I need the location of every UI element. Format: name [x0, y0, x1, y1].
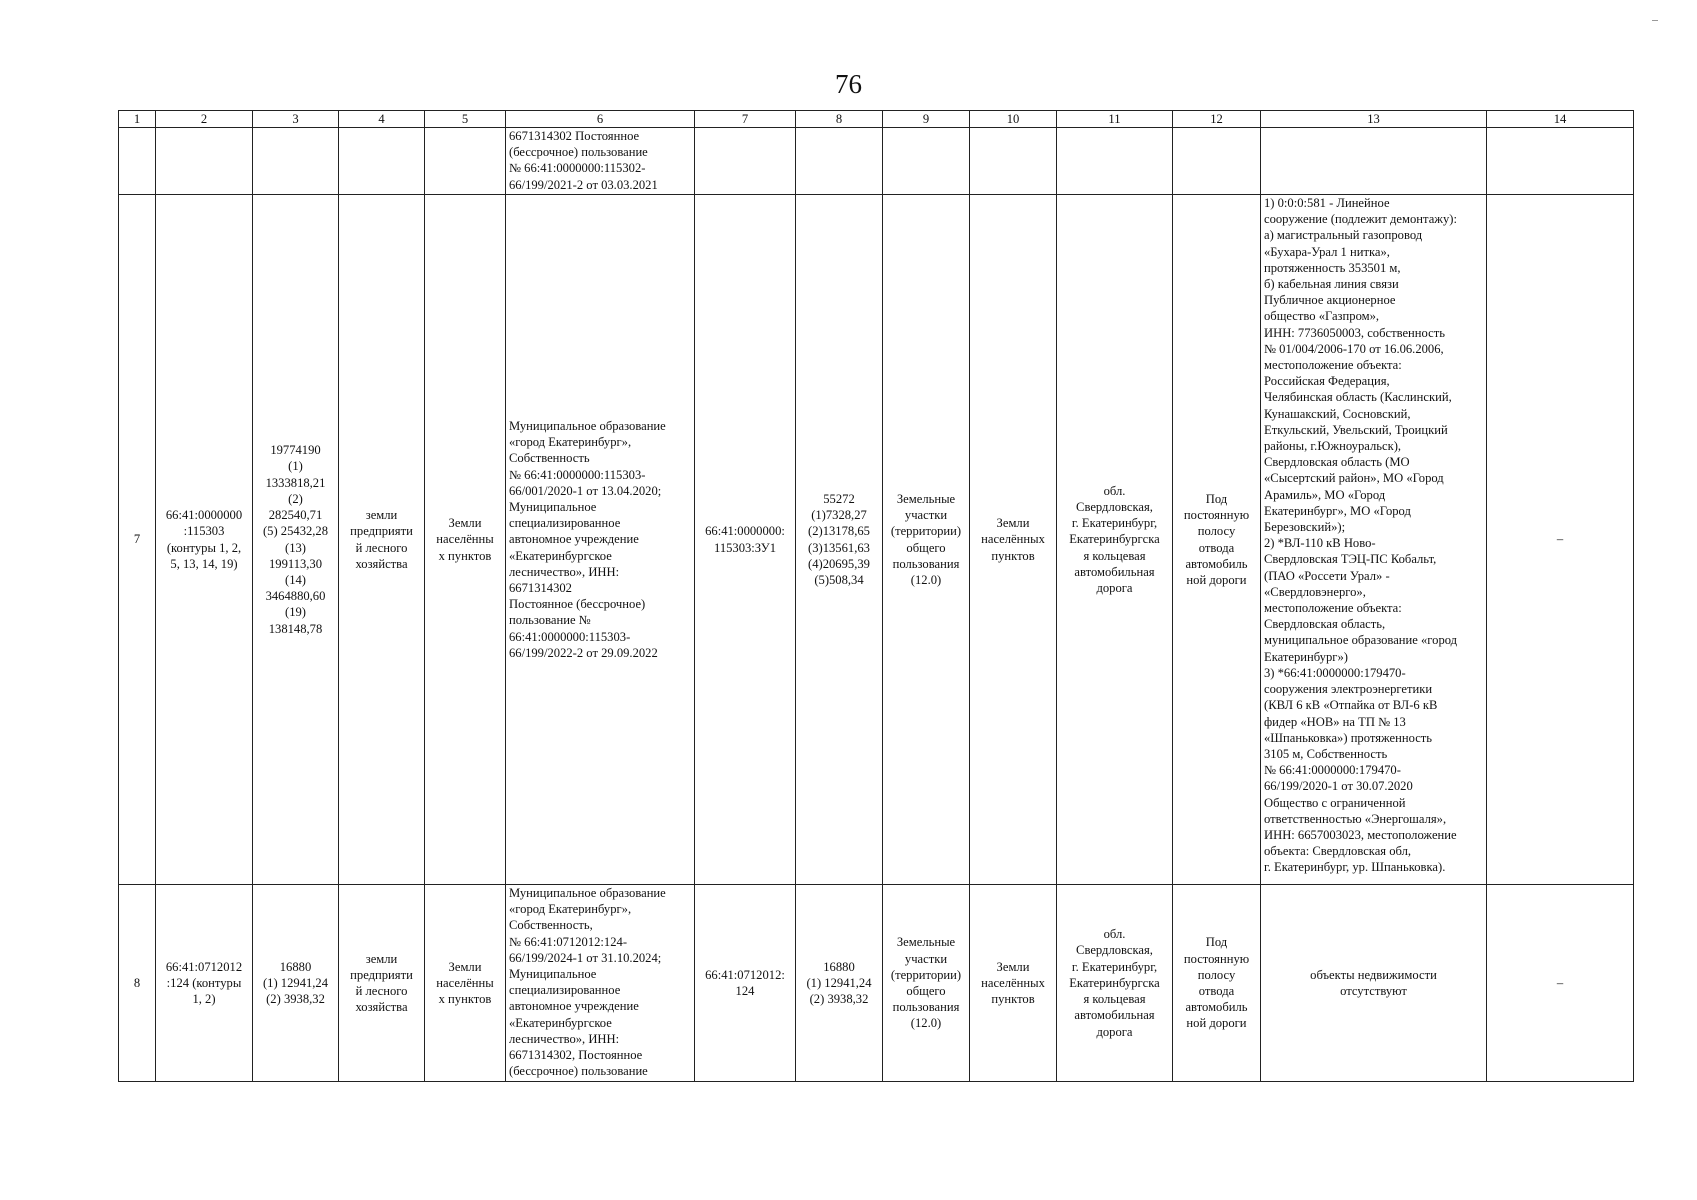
cell-permitted-use: Земельные участки (территории) общего пользования (12.0)	[883, 195, 970, 885]
column-number: 2	[156, 111, 253, 128]
cell-notes: –	[1487, 885, 1634, 1082]
cell-location: обл. Свердловская, г. Екатеринбург, Екатеринбургска я кольцевая автомобильная дорога	[1057, 885, 1173, 1082]
cell-purpose: Под постоянную полосу отвода автомобиль ной дороги	[1173, 885, 1261, 1082]
column-number: 4	[339, 111, 425, 128]
cell-land-category: земли предприяти й лесного хозяйства	[339, 195, 425, 885]
cell-empty	[119, 128, 156, 195]
cell-row-number: 7	[119, 195, 156, 885]
cell-real-estate-objects: 1) 0:0:0:581 - Линейное сооружение (подлежит демонтажу): а) магистральный газопровод «Бухара-Урал 1 нитка», протяженность 353501 м, б) кабельная линия связи Публичное акционерное общество «Газпром», ИНН: 7736050003, собственность № 01/004/2006-170 от 16.06.2006, местоположение объекта: Российская Федерация, Челябинская область (Каслинский, Кунашакский, Сосновский, Еткульский, Увельский, Троицкий районы, г.Южноуральск), Свердловская область (МО «Сысертский район», МО «Город Арамиль», МО «Город Екатеринбург», МО «Город Березовский»); 2) *ВЛ-110 кВ Ново- Свердловская ТЭЦ-ПС Кобальт, (ПАО «Россети Урал» - «Свердловэнерго», местоположение объекта: Свердловская область, муниципальное образование «город Екатеринбург») 3) *66:41:0000000:179470- сооружения электроэнергетики (КВЛ 6 кВ «Отпайка от ВЛ-6 кВ фидер «НОВ» на ТП № 13 «Шпаньковка») протяженность 3105 м, Собственность № 66:41:0000000:179470- 66/199/2020-1 от 30.07.2020 Общество с ограниченной ответственностью «Энергошаля», ИНН: 6657003023, местоположение объекта: Свердловская обл, г. Екатеринбург, ур. Шпаньковка).	[1261, 195, 1487, 885]
cell-cadastral-number: 66:41:0000000 :115303 (контуры 1, 2, 5, 13, 14, 19)	[156, 195, 253, 885]
column-number: 9	[883, 111, 970, 128]
cell-empty	[1261, 128, 1487, 195]
land-plots-table	[118, 110, 1634, 1082]
column-number: 5	[425, 111, 506, 128]
cell-empty	[1057, 128, 1173, 195]
cell-land-category: земли предприяти й лесного хозяйства	[339, 885, 425, 1082]
cell-location: обл. Свердловская, г. Екатеринбург, Екатеринбургска я кольцевая автомобильная дорога	[1057, 195, 1173, 885]
scan-mark	[1652, 20, 1658, 21]
cell-empty	[1173, 128, 1261, 195]
column-number: 10	[970, 111, 1057, 128]
cell-category: Земли населённых пунктов	[970, 195, 1057, 885]
cell-purpose: Под постоянную полосу отвода автомобиль ной дороги	[1173, 195, 1261, 885]
cell-cadastral-number: 66:41:0712012 :124 (контуры 1, 2)	[156, 885, 253, 1082]
cell-area: 19774190 (1) 1333818,21 (2) 282540,71 (5) 25432,28 (13) 199113,30 (14) 3464880,60 (19) 138148,78	[253, 195, 339, 885]
cell-new-land-category: Земли населённы х пунктов	[425, 885, 506, 1082]
column-number: 11	[1057, 111, 1173, 128]
cell-area: 16880 (1) 12941,24 (2) 3938,32	[253, 885, 339, 1082]
cell-empty	[796, 128, 883, 195]
cell-rights-holders: Муниципальное образование «город Екатеринбург», Собственность, № 66:41:0712012:124- 66/199/2024-1 от 31.10.2024; Муниципальное специализированное автономное учреждение «Екатеринбургское лесничество», ИНН: 6671314302, Постоянное (бессрочное) пользование	[506, 885, 695, 1082]
cell-empty	[695, 128, 796, 195]
cell-row-number: 8	[119, 885, 156, 1082]
column-number: 14	[1487, 111, 1634, 128]
column-number: 7	[695, 111, 796, 128]
cell-new-land-category: Земли населённы х пунктов	[425, 195, 506, 885]
table-row	[119, 195, 1634, 885]
cell-notes: –	[1487, 195, 1634, 885]
cell-new-plot-number: 66:41:0000000: 115303:ЗУ1	[695, 195, 796, 885]
cell-category: Земли населённых пунктов	[970, 885, 1057, 1082]
cell-permitted-use: Земельные участки (территории) общего пользования (12.0)	[883, 885, 970, 1082]
cell-empty	[425, 128, 506, 195]
column-number: 12	[1173, 111, 1261, 128]
cell-rights-continuation: 6671314302 Постоянное (бессрочное) пользование № 66:41:0000000:115302- 66/199/2021-2 от 03.03.2021	[506, 128, 695, 195]
cell-new-plot-area: 16880 (1) 12941,24 (2) 3938,32	[796, 885, 883, 1082]
cell-rights-holders: Муниципальное образование «город Екатеринбург», Собственность № 66:41:0000000:115303- 66/001/2020-1 от 13.04.2020; Муниципальное специализированное автономное учреждение «Екатеринбургское лесничество», ИНН: 6671314302 Постоянное (бессрочное) пользование № 66:41:0000000:115303- 66/199/2022-2 от 29.09.2022	[506, 195, 695, 885]
column-number: 1	[119, 111, 156, 128]
cell-empty	[253, 128, 339, 195]
column-number: 6	[506, 111, 695, 128]
cell-empty	[970, 128, 1057, 195]
table-row	[119, 885, 1634, 1082]
column-number: 8	[796, 111, 883, 128]
cell-empty	[156, 128, 253, 195]
column-number-row	[119, 111, 1634, 128]
cell-new-plot-number: 66:41:0712012: 124	[695, 885, 796, 1082]
cell-new-plot-area: 55272 (1)7328,27 (2)13178,65 (3)13561,63 (4)20695,39 (5)508,34	[796, 195, 883, 885]
column-number: 13	[1261, 111, 1487, 128]
cell-empty	[1487, 128, 1634, 195]
cell-empty	[339, 128, 425, 195]
column-number: 3	[253, 111, 339, 128]
cell-real-estate-objects: объекты недвижимости отсутствуют	[1261, 885, 1487, 1082]
cell-empty	[883, 128, 970, 195]
table-row-continuation	[119, 128, 1634, 195]
page-number: 76	[835, 69, 862, 99]
